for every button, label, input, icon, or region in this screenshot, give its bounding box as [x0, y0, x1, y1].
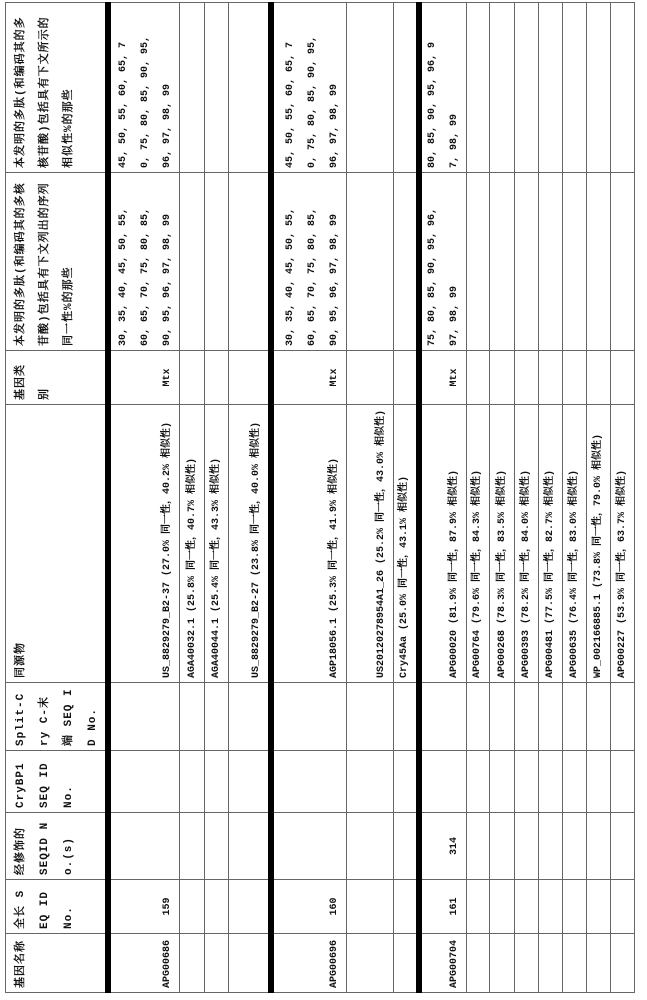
similarity-values: 45, 50, 55, 60, 65, 70, 75, 80, 85, 90, 95, 96, 97, 98, 99: [271, 3, 346, 173]
gene-class: Mtx: [271, 351, 346, 405]
table-row: [346, 3, 393, 993]
homolog: Cry45Aa (25.0% 同一性，43.1% 相似性): [393, 405, 419, 683]
table-row: [587, 3, 611, 993]
modified-seq-id: [108, 813, 179, 880]
header-identity: 本发明的多肽(和编码其的多核苷酸)包括具有下文列出的序列同一性%的那些: [6, 173, 109, 351]
gene-name: APG00704: [419, 934, 467, 993]
modified-seq-id: [271, 813, 346, 880]
header-row: [6, 3, 109, 993]
homolog: US20120278954A1_26 (25.2% 同一性，43.0% 相似性): [346, 405, 393, 683]
split-cry-seq-id: [108, 683, 179, 751]
identity-values: 30, 35, 40, 45, 50, 55, 60, 65, 70, 75, 80, 85, 90, 95, 96, 97, 98, 99: [271, 173, 346, 351]
table-row: [490, 3, 515, 993]
homolog: APG00268 (78.3% 同一性，83.5% 相似性): [490, 405, 515, 683]
table-row: [539, 3, 563, 993]
table-row: [228, 3, 271, 993]
table-row: [271, 3, 346, 993]
homolog: US_8829279_B2-27 (23.8% 同一性，40.0% 相似性): [228, 405, 271, 683]
table-row: [419, 3, 467, 993]
full-seq-id: 160: [271, 880, 346, 934]
split-cry-seq-id: [419, 683, 467, 751]
split-cry-seq-id: [271, 683, 346, 751]
header-crybp1-seq: CryBP1 SEQ ID No.: [6, 751, 109, 813]
header-gene-class: 基因类别: [6, 351, 109, 405]
crybp1-seq-id: [419, 751, 467, 813]
homolog: APG00020 (81.9% 同一性，87.9% 相似性): [419, 405, 467, 683]
full-seq-id: 159: [108, 880, 179, 934]
homolog: APG00764 (79.6% 同一性，84.3% 相似性): [467, 405, 490, 683]
table-row: [611, 3, 635, 993]
full-seq-id: 161: [419, 880, 467, 934]
header-gene-name: 基因名称: [6, 934, 109, 993]
gene-table: [5, 2, 635, 993]
rotated-page: [0, 0, 647, 1000]
gene-class: Mtx: [108, 351, 179, 405]
homolog: US_8829279_B2-37 (27.0% 同一性，40.2% 相似性): [108, 405, 179, 683]
homolog: AGP18056.1 (25.3% 同一性，41.9% 相似性): [271, 405, 346, 683]
homolog: WP_002166885.1 (73.8% 同一性，79.0% 相似性): [587, 405, 611, 683]
identity-values: 75, 80, 85, 90, 95, 96, 97, 98, 99: [419, 173, 467, 351]
table-row: [204, 3, 228, 993]
table-row: [515, 3, 539, 993]
identity-values: 30, 35, 40, 45, 50, 55, 60, 65, 70, 75, 80, 85, 90, 95, 96, 97, 98, 99: [108, 173, 179, 351]
similarity-values: 45, 50, 55, 60, 65, 70, 75, 80, 85, 90, 95, 96, 97, 98, 99: [108, 3, 179, 173]
header-homolog: 同源物: [6, 405, 109, 683]
gene-name: APG00686: [108, 934, 179, 993]
homolog: AGA40044.1 (25.4% 同一性，43.3% 相似性): [204, 405, 228, 683]
homolog: APG00393 (78.2% 同一性，84.0% 相似性): [515, 405, 539, 683]
gene-name: APG00696: [271, 934, 346, 993]
table-row: [467, 3, 490, 993]
table-row: [393, 3, 419, 993]
homolog: APG00481 (77.5% 同一性，82.7% 相似性): [539, 405, 563, 683]
table-row: [108, 3, 179, 993]
header-full-seq: 全长 SEQ ID No.: [6, 880, 109, 934]
modified-seq-id: 314: [419, 813, 467, 880]
crybp1-seq-id: [108, 751, 179, 813]
header-modified-seq: 经修饰的 SEQID No.(s): [6, 813, 109, 880]
gene-class: Mtx: [419, 351, 467, 405]
table-row: [179, 3, 204, 993]
header-split-cry-seq: Split-Cry C-末端 SEQ ID No.: [6, 683, 109, 751]
header-similarity: 本发明的多肽(和编码其的多核苷酸)包括具有下文所示的相似性%的那些: [6, 3, 109, 173]
homolog: AGA40032.1 (25.8% 同一性，40.7% 相似性): [179, 405, 204, 683]
table-row: [563, 3, 587, 993]
homolog: APG00635 (76.4% 同一性，83.0% 相似性): [563, 405, 587, 683]
similarity-values: 80, 85, 90, 95, 96, 97, 98, 99: [419, 3, 467, 173]
crybp1-seq-id: [271, 751, 346, 813]
homolog: APG00227 (53.9% 同一性，63.7% 相似性): [611, 405, 635, 683]
